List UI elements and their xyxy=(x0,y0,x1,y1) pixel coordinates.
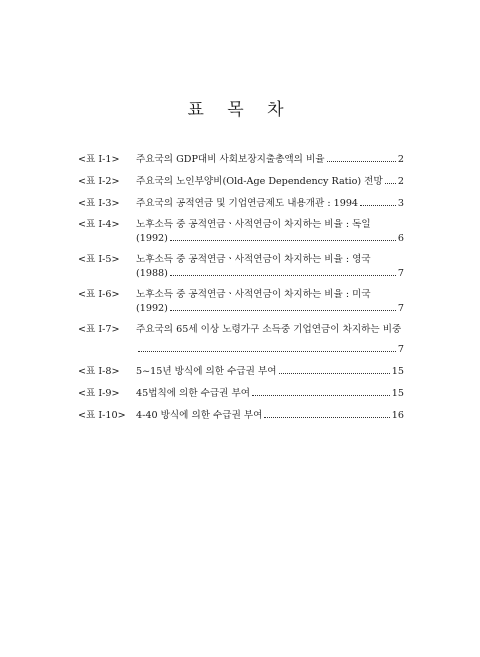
entry-page: 2 xyxy=(397,154,404,165)
entry-text: 주요국의 노인부양비(Old-Age Dependency Ratio) 전망 xyxy=(136,176,383,187)
entry-page: 7 xyxy=(397,303,404,314)
dot-leader xyxy=(327,152,396,162)
dot-leader xyxy=(138,342,396,352)
page-title: 표 목 차 xyxy=(187,100,293,120)
entry-text: 4-40 방식에 의한 수급권 부여 xyxy=(136,410,263,421)
toc-entry[interactable] xyxy=(78,323,404,356)
entry-label: <표 Ⅰ-10> xyxy=(78,410,126,421)
toc-entry[interactable] xyxy=(78,152,404,166)
entry-label: <표 Ⅰ-4> xyxy=(78,219,120,230)
entry-page: 16 xyxy=(391,410,404,421)
entry-page: 3 xyxy=(397,198,404,209)
entry-text: 5~15년 방식에 의한 수급권 부여 xyxy=(136,366,277,377)
entry-label: <표 Ⅰ-3> xyxy=(78,198,120,209)
toc-entry[interactable] xyxy=(78,218,404,245)
entry-text-continued: (1988) xyxy=(136,268,168,279)
entry-text: 주요국의 GDP대비 사회보장지출총액의 비율 xyxy=(136,154,325,165)
entry-page: 2 xyxy=(397,176,404,187)
entry-text: 노후소득 중 공적연금ㆍ사적연금이 차지하는 비율 : 미국 xyxy=(136,289,371,300)
entry-text: 주요국의 공적연금 및 기업연금제도 내용개관 : 1994 xyxy=(136,198,359,209)
dot-leader xyxy=(170,266,396,276)
toc-entry[interactable] xyxy=(78,386,404,400)
toc-entry[interactable] xyxy=(78,196,404,210)
entry-label: <표 Ⅰ-8> xyxy=(78,366,120,377)
entry-label: <표 Ⅰ-7> xyxy=(78,324,120,335)
toc-entry[interactable] xyxy=(78,364,404,378)
toc-entry[interactable] xyxy=(78,174,404,188)
dot-leader xyxy=(360,196,396,206)
entry-text-continued: (1992) xyxy=(136,303,168,314)
entry-label: <표 Ⅰ-6> xyxy=(78,289,120,300)
entry-text: 주요국의 65세 이상 노령가구 소득중 기업연금이 차지하는 비중 xyxy=(136,324,402,335)
entry-page: 6 xyxy=(397,233,404,244)
entry-text-continued: (1992) xyxy=(136,233,168,244)
toc-entry[interactable] xyxy=(78,288,404,315)
entry-text: 노후소득 중 공적연금ㆍ사적연금이 차지하는 비율 : 영국 xyxy=(136,254,371,265)
entry-page: 7 xyxy=(397,268,404,279)
entry-text: 노후소득 중 공적연금ㆍ사적연금이 차지하는 비율 : 독일 xyxy=(136,219,371,230)
entry-page: 15 xyxy=(391,388,404,399)
toc-entry[interactable] xyxy=(78,253,404,280)
dot-leader xyxy=(385,174,396,184)
entry-text: 45법칙에 의한 수급권 부여 xyxy=(136,388,251,399)
entry-label: <표 Ⅰ-2> xyxy=(78,176,120,187)
entry-label: <표 Ⅰ-1> xyxy=(78,154,120,165)
dot-leader xyxy=(264,408,389,418)
dot-leader xyxy=(252,386,390,396)
dot-leader xyxy=(170,301,396,311)
toc-entry[interactable] xyxy=(78,408,404,422)
table-of-contents xyxy=(78,152,404,430)
entry-label: <표 Ⅰ-9> xyxy=(78,388,120,399)
entry-page: 7 xyxy=(397,344,404,355)
dot-leader xyxy=(279,364,390,374)
entry-page: 15 xyxy=(391,366,404,377)
dot-leader xyxy=(170,231,396,241)
entry-label: <표 Ⅰ-5> xyxy=(78,254,120,265)
